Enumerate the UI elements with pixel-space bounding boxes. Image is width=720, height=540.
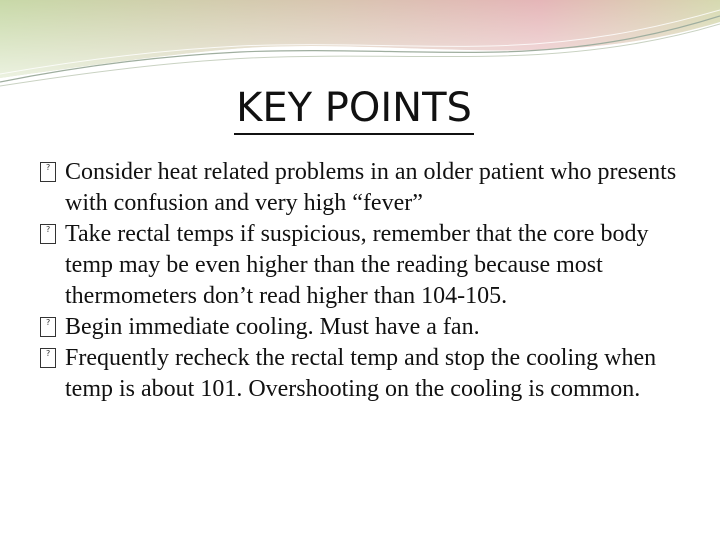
- missing-glyph-icon: ?: [40, 348, 56, 368]
- key-points-list: [40, 157, 680, 405]
- missing-glyph-icon: ?: [40, 317, 56, 337]
- bullet-text: Begin immediate cooling. Must have a fan.: [65, 314, 480, 340]
- list-item: [40, 343, 680, 405]
- missing-glyph-icon: ?: [40, 224, 56, 244]
- slide-title-text: KEY POINTS: [234, 84, 474, 135]
- bullet-text: Take rectal temps if suspicious, remember that the core body temp may be even higher than the reading because most thermometers don’t read higher than 104-105.: [65, 221, 649, 309]
- missing-glyph-icon: ?: [40, 162, 56, 182]
- list-item: [40, 219, 680, 312]
- bullet-text: Frequently recheck the rectal temp and stop the cooling when temp is about 101. Overshooting on the cooling is common.: [65, 345, 657, 402]
- bullet-text: Consider heat related problems in an older patient who presents with confusion and very high “fever”: [65, 159, 677, 216]
- header-wave-decoration: [0, 0, 720, 90]
- list-item: [40, 157, 680, 219]
- slide-title: [0, 84, 720, 135]
- list-item: [40, 312, 680, 343]
